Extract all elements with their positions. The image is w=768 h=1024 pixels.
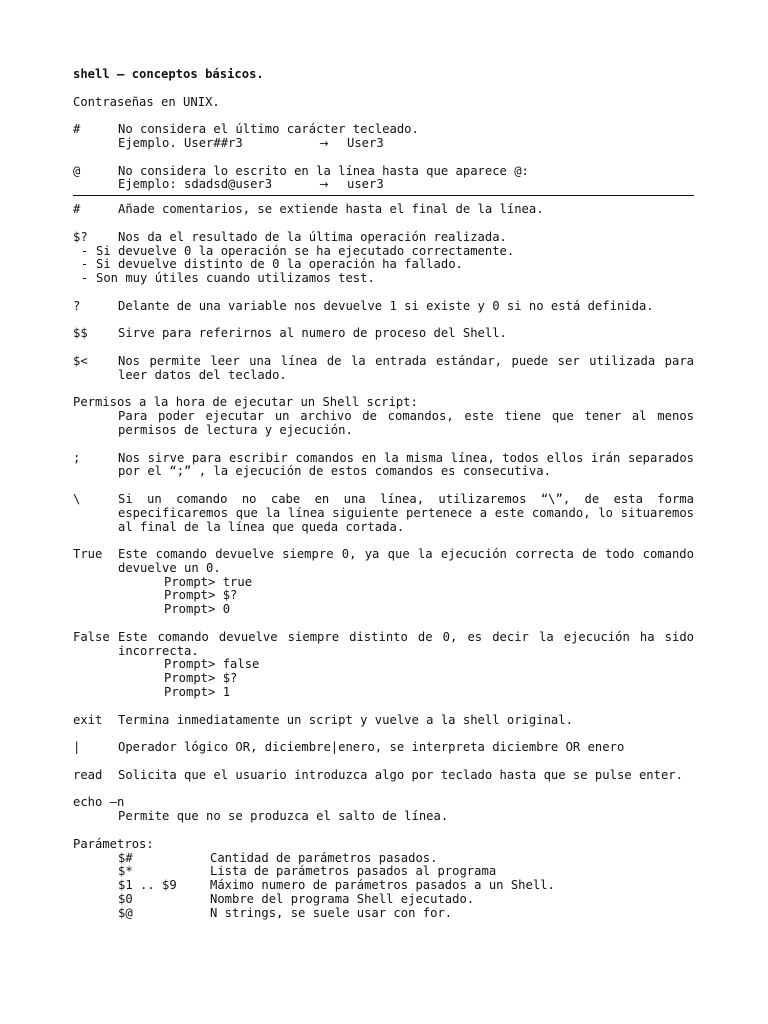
section-divider: [73, 195, 694, 196]
exit-entry: [73, 714, 694, 728]
document-page: [73, 68, 694, 921]
prompt-line: Prompt> $?: [164, 588, 238, 603]
password-hash-entry: [73, 123, 694, 151]
echo-entry: [73, 796, 694, 824]
entry-text: Termina inmediatamente un script y vuelve a la shell original.: [118, 712, 573, 727]
comment-entry: [73, 203, 694, 217]
entry-key: #: [73, 202, 81, 217]
parameters-heading: Parámetros:: [73, 836, 154, 851]
read-entry: [73, 769, 694, 783]
entry-key: read: [73, 767, 103, 782]
parameter-row: $@ N strings, se suele usar con for.: [118, 905, 453, 920]
parameter-row: $* Lista de parámetros pasados al programa: [118, 864, 497, 879]
entry-key: exit: [73, 712, 103, 727]
prompt-line: Prompt> true: [164, 574, 253, 589]
password-at-entry: [73, 165, 694, 193]
entry-key: $$: [73, 326, 88, 341]
example-label: Ejemplo: sdadsd@user3: [118, 177, 273, 192]
list-item: - Si devuelve 0 la operación se ha ejecutado correctamente.: [80, 243, 515, 258]
arrow-right-icon: →: [319, 178, 329, 192]
entry-text: Delante de una variable nos devuelve 1 si existe y 0 si no está definida.: [118, 298, 654, 313]
example-label: Ejemplo. User##r3: [118, 135, 243, 150]
entry-text: Nos permite leer una línea de la entrada estándar, puede ser utilizada para leer datos del teclado.: [118, 353, 694, 382]
pipe-entry: [73, 741, 694, 755]
backslash-entry: [73, 493, 694, 534]
parameter-row: $# Cantidad de parámetros pasados.: [118, 850, 438, 865]
list-item: - Si devuelve distinto de 0 la operación ha fallado.: [80, 257, 463, 272]
example-result: user3: [347, 177, 384, 192]
prompt-line: Prompt> false: [164, 657, 260, 672]
prompt-line: Prompt> 1: [164, 685, 231, 700]
entry-key: $?: [73, 229, 88, 244]
parameter-row: $1 .. $9 Máximo numero de parámetros pasados a un Shell.: [118, 878, 555, 893]
entry-text: Sirve para referirnos al numero de proceso del Shell.: [118, 326, 507, 341]
entry-text: Permite que no se produzca el salto de línea.: [118, 809, 449, 824]
semicolon-entry: [73, 452, 694, 480]
prompt-line: Prompt> $?: [164, 671, 238, 686]
list-item: - Son muy útiles cuando utilizamos test.: [80, 271, 375, 286]
entry-key: @: [73, 163, 81, 178]
prompt-line: Prompt> 0: [164, 602, 231, 617]
entry-text: No considera el último carácter tecleado.: [118, 122, 419, 137]
entry-text: Este comando devuelve siempre 0, ya que la ejecución correcta de todo comando devuelve un 0.: [118, 547, 694, 575]
question-entry: [73, 300, 694, 314]
entry-key: \: [73, 491, 81, 506]
document-title: shell – conceptos básicos.: [73, 67, 264, 81]
entry-text: Solicita que el usuario introduzca algo por teclado hasta que se pulse enter.: [118, 767, 683, 782]
passwords-heading: Contraseñas en UNIX.: [73, 94, 220, 109]
entry-text: No considera lo escrito en la línea hasta que aparece @:: [118, 163, 529, 178]
status-bullet-list: [73, 245, 694, 286]
status-entry: [73, 231, 694, 286]
echo-heading: echo –n: [73, 795, 125, 810]
entry-key: ;: [73, 450, 81, 465]
entry-key: True: [73, 547, 103, 562]
entry-key: $<: [73, 353, 88, 368]
entry-text: Añade comentarios, se extiende hasta el final de la línea.: [118, 202, 544, 217]
true-entry: [73, 548, 694, 617]
entry-text: Nos sirve para escribir comandos en la misma línea, todos ellos irán separados por el “;” , la ejecución de estos comandos es consecutiva.: [118, 450, 694, 479]
false-entry: [73, 631, 694, 700]
arrow-right-icon: →: [319, 136, 329, 150]
parameter-row: $0 Nombre del programa Shell ejecutado.: [118, 892, 475, 907]
entry-text: Para poder ejecutar un archivo de comandos, este tiene que tener al menos permisos de lectura y ejecución.: [118, 409, 694, 437]
entry-text: Si un comando no cabe en una línea, utilizaremos “\”, de esta forma especificaremos que la línea siguiente pertenece a este comando, lo situaremos al final de la línea que queda cortada.: [118, 491, 694, 534]
permissions-entry: [73, 396, 694, 437]
example-result: User3: [347, 135, 384, 150]
entry-key: #: [73, 122, 81, 137]
example-line: [73, 137, 694, 151]
example-line: [73, 178, 694, 192]
parameters-section: [73, 838, 694, 921]
entry-text: Nos da el resultado de la última operación realizada.: [118, 229, 507, 244]
entry-key: ?: [73, 298, 81, 313]
pid-entry: [73, 327, 694, 341]
read-line-entry: [73, 355, 694, 383]
entry-text: Operador lógico OR, diciembre|enero, se interpreta diciembre OR enero: [118, 740, 625, 755]
entry-text: Este comando devuelve siempre distinto de 0, es decir la ejecución ha sido incorrecta.: [118, 629, 694, 658]
entry-key: |: [73, 740, 81, 755]
entry-key: False: [73, 629, 110, 644]
permissions-heading: Permisos a la hora de ejecutar un Shell script:: [73, 395, 418, 410]
